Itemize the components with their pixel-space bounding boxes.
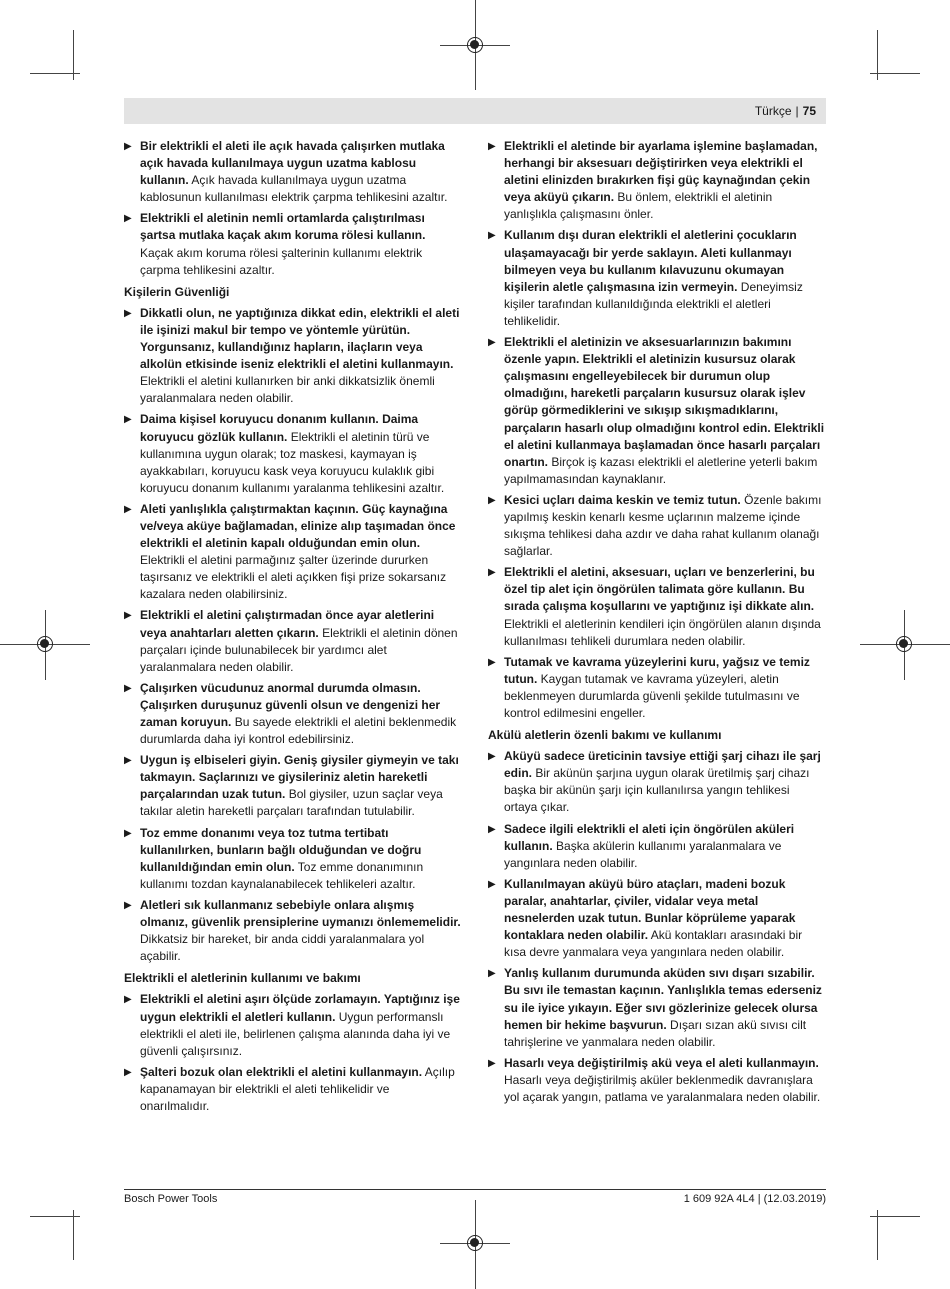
bullet-arrow-icon: ▶ xyxy=(488,141,496,152)
list-item: ▶ Çalışırken vücudunuz anormal durumda olmasın. Çalışırken duruşunuz güvenli olsun ve dengenizi her zaman koruyun. Bu sayede elektrikli el aletini beklenmedik durumlarda daha iyi kontrol edebilirsiniz. xyxy=(124,680,457,747)
section-heading: Kişilerin Güvenliği xyxy=(124,284,230,299)
bullet-arrow-icon: ▶ xyxy=(124,414,132,426)
section-heading: Elektrikli el aletlerinin kullanımı ve bakımı xyxy=(124,971,361,986)
bullet-arrow-icon: ▶ xyxy=(488,494,496,506)
bullet-arrow-icon: ▶ xyxy=(124,503,132,515)
bullet-arrow-icon: ▶ xyxy=(488,230,496,242)
bullet-arrow-icon: ▶ xyxy=(488,656,496,668)
page-number: 75 xyxy=(802,104,816,118)
bullet-arrow-icon: ▶ xyxy=(124,1066,132,1078)
bullet-arrow-icon: ▶ xyxy=(124,141,132,152)
footer-brand: Bosch Power Tools xyxy=(124,1193,218,1205)
list-item: ▶ Tutamak ve kavrama yüzeylerini kuru, yağsız ve temiz tutun. Kaygan tutamak ve kavrama yüzeyleri, aletin beklenmeyen durumlarda güvenli şekilde tutulmasını ve kontrol edilmesini engeller. xyxy=(488,654,810,720)
list-item: ▶ Kesici uçları daima keskin ve temiz tutun. Özenle bakımı yapılmış keskin kenarlı kesme uçlarının malzeme içinde sıkışma tehlikesi daha azdır ve daha rahat kullanım olanağı sağlarlar. xyxy=(488,492,822,559)
bullet-arrow-icon: ▶ xyxy=(124,213,132,225)
right-column xyxy=(488,138,826,1110)
list-item: ▶ Elektrikli el aletinde bir ayarlama işlemine başlamadan, herhangi bir aksesuarı değiştirirken veya elektrikli el aletini elinizden bırakırken fişi güç kaynağından çekin veya aküyü çıkarın. Bu önlem, elektrikli el aletinin yanlışlıkla çalışmasını önler. xyxy=(488,139,818,222)
list-item: ▶ Elektrikli el aletini, aksesuarı, uçları ve benzerlerini, bu özel tip alet için öngörülen talimata göre kullanın. Bu sırada çalışma koşullarını ve yaptığınız işi dikkate alın. Elektrikli el aletlerinin kendileri için öngörülen alanın dışında kullanılması tehlikeli durumlara neden olabilir. xyxy=(488,565,821,648)
bullet-arrow-icon: ▶ xyxy=(124,610,132,622)
bullet-arrow-icon: ▶ xyxy=(488,337,496,349)
header-text: Türkçe | 75 xyxy=(754,104,816,118)
bullet-arrow-icon: ▶ xyxy=(488,567,496,579)
list-item: ▶ Elektrikli el aletini çalıştırmadan önce ayar aletlerini veya anahtarları aletten çıkarın. Elektrikli el aletinin dönen parçaları içinde bulunabilecek bir yardımcı alet yaralanmalara neden olabilir. xyxy=(124,608,458,674)
header-language: Türkçe xyxy=(754,104,792,118)
crop-mark-bottom-right-h xyxy=(870,1216,920,1217)
crop-mark-top-left-h xyxy=(30,73,80,74)
list-item: ▶ Aleti yanlışlıkla çalıştırmaktan kaçının. Güç kaynağına ve/veya aküye bağlamadan, elinize alıp taşımadan önce elektrikli el aletinin kapalı olduğundan emin olun. Elektrikli el aletini parmağınız şalter üzerinde dururken taşırsanız ve elektrikli el aleti açıkken fişi prize sokarsanız kazalara neden olabilirsiniz. xyxy=(124,501,456,602)
bullet-arrow-icon: ▶ xyxy=(488,1057,496,1069)
list-item: ▶ Elektrikli el aletinin nemli ortamlarda çalıştırılması şartsa mutlaka kaçak akım koruma rölesi kullanın. Kaçak akım koruma rölesi şalterinin kullanımı elektrik çarpma tehlikesini azaltır. xyxy=(124,211,426,277)
list-item: ▶ Elektrikli el aletini aşırı ölçüde zorlamayın. Yaptığınız işe uygun elektrikli el aletleri kullanın. Uygun performanslı elektrikli el aleti ile, belirlenen çalışma alanında daha iyi ve güvenli çalışırsınız. xyxy=(124,992,460,1058)
list-item: ▶ Yanlış kullanım durumunda aküden sıvı dışarı sızabilir. Bu sıvı ile temastan kaçının. Yanlışlıkla temas ederseniz su ile iyice yıkayın. Eğer sıvı gözlerinize gelecek olursa hemen bir hekime başvurun. Dışarı sızan akü sıvısı cilt tahrişlerine ve yanmalara neden olabilir. xyxy=(488,966,822,1049)
list-item: ▶ Kullanılmayan aküyü büro ataçları, madeni bozuk paralar, anahtarlar, çiviler, vidalar veya metal nesnelerden uzak tutun. Bunlar köprüleme yaparak kontaklara neden olabilir. Akü kontakları arasındaki bir kısa devre yanmalara veya yangınlara neden olabilir. xyxy=(488,876,803,960)
footer-divider xyxy=(124,1189,826,1190)
list-item: ▶ Elektrikli el aletinizin ve aksesuarlarınızın bakımını özenle yapın. Elektrikli el aletinizin kusursuz olarak çalışmasını engelleyebilecek bir durumun olup olmadığını, hareketli parçaların kusursuz olarak işlev görüp görmediklerini ve sıkışıp sıkışmadıklarını, parçaların hasarlı olup olmadığını kontrol edin. Elektrikli el aletini kullanmaya başlamadan önce hasarlı parçaları onartın. Birçok iş kazası elektrikli el aletlerine yeterli bakım yapılmamasından kaynaklanır. xyxy=(488,335,825,486)
registration-mark-left xyxy=(37,636,53,652)
bullet-arrow-icon: ▶ xyxy=(124,682,132,694)
registration-mark-right xyxy=(896,636,912,652)
list-item: ▶ Sadece ilgili elektrikli el aleti için öngörülen aküleri kullanın. Başka akülerin kullanımı yaralanmalara ve yangınlara neden olabilir. xyxy=(488,821,795,870)
bullet-arrow-icon: ▶ xyxy=(124,899,132,911)
bullet-arrow-icon: ▶ xyxy=(124,994,132,1006)
bullet-arrow-icon: ▶ xyxy=(124,755,132,767)
bullet-arrow-icon: ▶ xyxy=(124,827,132,839)
crop-mark-bottom-left-h xyxy=(30,1216,80,1217)
section-heading: Akülü aletlerin özenli bakımı ve kullanımı xyxy=(488,728,722,743)
list-item: ▶ Bir elektrikli el aleti ile açık havada çalışırken mutlaka açık havada kullanılmaya uygun uzatma kablosu kullanın. Açık havada kullanılmaya uygun uzatma kablosunun kullanılması elektrik çarpma tehlikesini azaltır. xyxy=(124,139,448,205)
registration-mark-bottom xyxy=(467,1235,483,1251)
list-item: ▶ Daima kişisel koruyucu donanım kullanın. Daima koruyucu gözlük kullanın. Elektrikli el aletinin türü ve kullanımına uygun olarak; toz maskesi, kaymayan iş ayakkabıları, koruyucu kask veya koruyucu kulaklık gibi koruyucu donanım kullanımı yaralanma tehlikesini azaltır. xyxy=(124,412,445,495)
list-item: ▶ Hasarlı veya değiştirilmiş akü veya el aleti kullanmayın. Hasarlı veya değiştirilmiş aküler beklenmedik davranışlara yol açarak yangın, patlama ve yaralanmalara neden olabilir. xyxy=(488,1055,821,1104)
list-item: ▶ Dikkatli olun, ne yaptığınıza dikkat edin, elektrikli el aleti ile işinizi makul bir tempo ve yöntemle yürütün. Yorgunsanız, kullandığınız hapların, ilaçların veya alkolün etkisinde iseniz elektrikli el aletini kullanmayın. Elektrikli el aletini kullanırken bir anki dikkatsizlik önemli yaralanmalara neden olabilir. xyxy=(124,305,460,406)
crop-mark-bottom-left xyxy=(73,1210,74,1260)
list-item: ▶ Şalteri bozuk olan elektrikli el aletini kullanmayın. Açılıp kapanamayan bir elektrikli el aleti tehlikelidir ve onarılmalıdır. xyxy=(124,1064,455,1113)
page-header xyxy=(124,98,826,124)
bullet-arrow-icon: ▶ xyxy=(488,968,496,980)
list-item: ▶ Aküyü sadece üreticinin tavsiye ettiği şarj cihazı ile şarj edin. Bir akünün şarjına uygun olarak üretilmiş şarj cihazı başka bir akünün şarjı için kullanılırsa yangın tehlikesi ortaya çıkar. xyxy=(488,749,821,815)
crop-mark-bottom-right xyxy=(877,1210,878,1260)
bullet-arrow-icon: ▶ xyxy=(488,751,496,763)
bullet-arrow-icon: ▶ xyxy=(124,307,132,319)
list-item: ▶ Uygun iş elbiseleri giyin. Geniş giysiler giymeyin ve takı takmayın. Saçlarınızı ve giysileriniz aletin hareketli parçalarından uzak tutun. Bol giysiler, uzun saçlar veya takılar aletin hareketli parçaları tarafından tutulabilir. xyxy=(124,753,459,819)
list-item: ▶ Kullanım dışı duran elektrikli el aletlerini çocukların ulaşamayacağı bir yerde saklayın. Aleti kullanmayı bilmeyen veya bu kullanım kılavuzunu okumayan kişilerin aletle çalışmasına izin vermeyin. Deneyimsiz kişiler tarafından kullanıldığında elektrikli el aletleri tehlikelidir. xyxy=(488,228,803,328)
bullet-arrow-icon: ▶ xyxy=(488,878,496,890)
bullet-arrow-icon: ▶ xyxy=(488,823,496,835)
registration-mark-top xyxy=(467,37,483,53)
list-item: ▶ Toz emme donanımı veya toz tutma tertibatı kullanılırken, bunların bağlı olduğundan ve doğru kullanıldığından emin olun. Toz emme donanımının kullanımı tozdan kaynalanabilecek tehlikeleri azaltır. xyxy=(124,825,424,891)
footer-doc-id: 1 609 92A 4L4 | (12.03.2019) xyxy=(683,1193,826,1205)
left-column xyxy=(124,138,462,1119)
list-item: ▶ Aletleri sık kullanmanız sebebiyle onlara alışmış olmanız, güvenlik prensiplerine uymanızı önlememelidir. Dikkatsiz bir hareket, bir anda ciddi yaralanmalara yol açabilir. xyxy=(124,897,461,964)
crop-mark-top-right-h xyxy=(870,73,920,74)
